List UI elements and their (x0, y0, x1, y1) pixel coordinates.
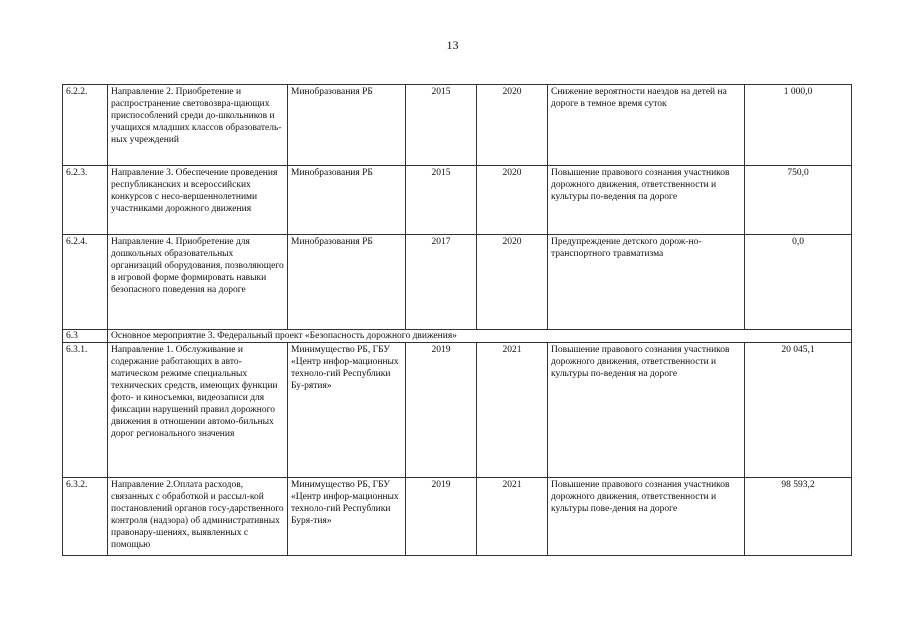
end-year: 2020 (477, 166, 548, 235)
expected-result: Повышение правового сознания участников дорожного движения, ответственности и культуры пове-дения на дороге (548, 478, 745, 556)
end-year: 2021 (477, 478, 548, 556)
row-number: 6.2.3. (63, 166, 108, 235)
section-row (63, 330, 852, 343)
funding-amount: 98 593,2 (745, 478, 852, 556)
end-year: 2020 (477, 235, 548, 330)
funding-amount: 0,0 (745, 235, 852, 330)
expected-result: Повышение правового сознания участников дорожного движения, ответственности и культуры по-ведения на дороге (548, 343, 745, 478)
executor: Минобразования РБ (288, 235, 406, 330)
funding-amount: 20 045,1 (745, 343, 852, 478)
start-year: 2015 (406, 85, 477, 166)
table-row (63, 343, 852, 478)
section-number: 6.3 (63, 330, 108, 343)
activity-name: Направление 1. Обслуживание и содержание работающих в авто-матическом режиме специальных технических средств, имеющих функции фото- и киносъемки, видеозаписи для фиксации нарушений правил дорожного движения в отношении автомо-бильных дорог регионального значения (108, 343, 288, 478)
executor: Минобразования РБ (288, 85, 406, 166)
executor: Минобразования РБ (288, 166, 406, 235)
funding-amount: 750,0 (745, 166, 852, 235)
activity-name: Направление 2. Приобретение и распространение световозвра-щающих приспособлений среди до-школьников и учащихся младших классов образователь-ных учреждений (108, 85, 288, 166)
section-title: Основное мероприятие 3. Федеральный проект «Безопасность дорожного движения» (108, 330, 852, 343)
start-year: 2019 (406, 478, 477, 556)
funding-amount: 1 000,0 (745, 85, 852, 166)
end-year: 2021 (477, 343, 548, 478)
end-year: 2020 (477, 85, 548, 166)
start-year: 2019 (406, 343, 477, 478)
executor: Минимущество РБ, ГБУ «Центр инфор-мационных техноло-гий Республики Бу-рятия» (288, 343, 406, 478)
activity-name: Направление 3. Обеспечение проведения республиканских и всероссийских конкурсов с несо-вершеннолетними участниками дорожного движения (108, 166, 288, 235)
executor: Минимущество РБ, ГБУ «Центр инфор-мационных техноло-гий Республики Буря-тия» (288, 478, 406, 556)
expected-result: Повышение правового сознания участников дорожного движения, ответственности и культуры по-ведения па дороге (548, 166, 745, 235)
row-number: 6.3.2. (63, 478, 108, 556)
start-year: 2017 (406, 235, 477, 330)
table-row (63, 235, 852, 330)
expected-result: Предупреждение детского дорож-но-транспортного травматизма (548, 235, 745, 330)
activity-name: Направление 4. Приобретение для дошкольных образовательных организаций оборудования, позволяющего в игровой форме формировать навыки безопасного поведения на дороге (108, 235, 288, 330)
table-row (63, 85, 852, 166)
row-number: 6.3.1. (63, 343, 108, 478)
page-number: 13 (446, 38, 459, 52)
expected-result: Снижение вероятности наездов на детей на дороге в темное время суток (548, 85, 745, 166)
row-number: 6.2.4. (63, 235, 108, 330)
activity-name: Направление 2.Оплата расходов, связанных с обработкой и рассыл-кой постановлений органов госу-дарственного контроля (надзора) об административных правонару-шениях, выявленных с помощью (108, 478, 288, 556)
table-row (63, 166, 852, 235)
row-number: 6.2.2. (63, 85, 108, 166)
start-year: 2015 (406, 166, 477, 235)
table-row (63, 478, 852, 556)
program-activities-table (62, 84, 852, 556)
